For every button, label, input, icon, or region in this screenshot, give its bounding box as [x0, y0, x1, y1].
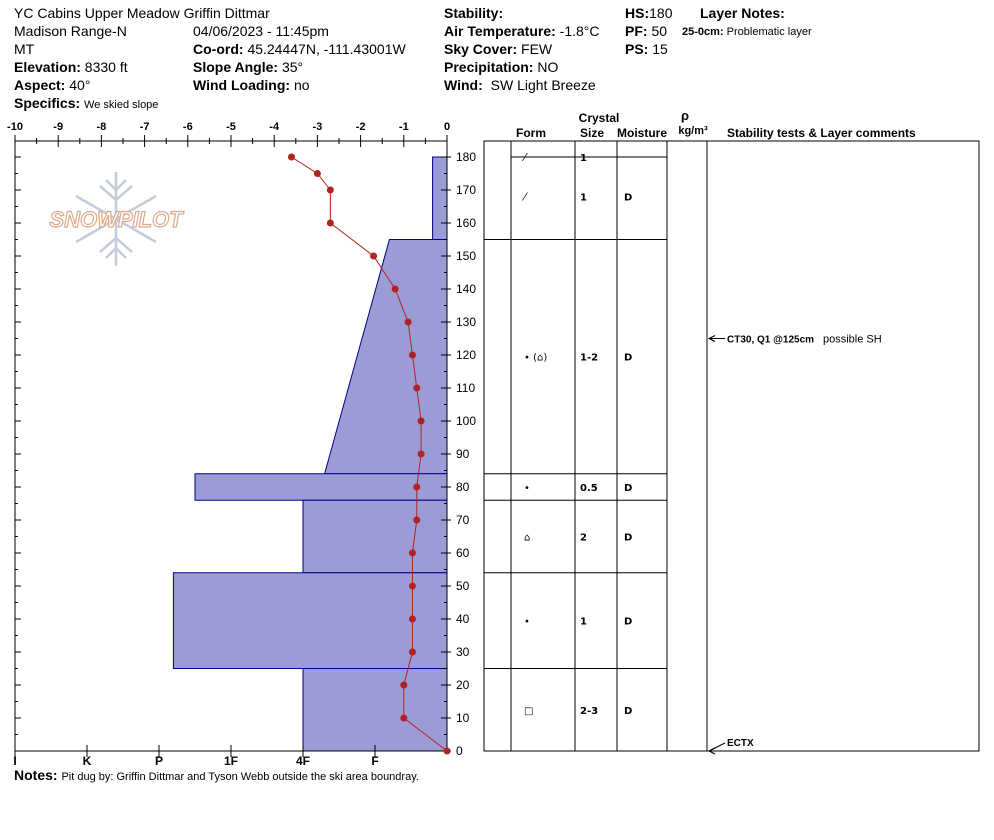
temperature-point: [327, 220, 334, 227]
temperature-point: [413, 484, 420, 491]
hardness-tick-label: P: [154, 754, 164, 768]
site-name: YC Cabins Upper Meadow: [14, 5, 180, 21]
slope-value: 35°: [281, 59, 304, 75]
header-size: Size: [580, 126, 605, 140]
layer-size: 1-2: [580, 352, 599, 364]
datetime: 04/06/2023 - 11:45pm: [193, 23, 329, 39]
temperature-point: [409, 583, 416, 590]
layer-size: 0.5: [580, 483, 598, 494]
layer-size: 1: [580, 153, 587, 164]
notes-label: Notes:: [14, 767, 58, 783]
layer-size: 1: [580, 192, 587, 204]
air-temp-label: Air Temperature:: [444, 23, 556, 39]
hardness-tick-label: F: [371, 754, 379, 768]
height-tick-label: 160: [456, 216, 477, 230]
ps-label: PS:: [625, 41, 649, 57]
elevation-label: Elevation:: [14, 59, 81, 75]
height-tick-label: 30: [456, 645, 470, 659]
height-tick-label: 140: [456, 282, 477, 296]
hardness-layer-2: [195, 474, 447, 500]
temperature-point: [409, 616, 416, 623]
aspect-label: Aspect:: [14, 77, 66, 93]
wind-loading-value: no: [293, 77, 310, 93]
temp-tick-label: -4: [269, 121, 280, 133]
hardness-tick-label: I: [13, 754, 17, 768]
temperature-point: [418, 418, 425, 425]
temp-tick-label: -10: [7, 121, 23, 133]
temp-tick-label: 0: [443, 121, 451, 133]
temp-tick-label: -8: [96, 121, 107, 133]
layer-form: ⁄: [524, 190, 526, 204]
aspect-value: 40°: [69, 77, 91, 93]
precip-label: Precipitation:: [444, 59, 534, 75]
hardness-profile: [173, 157, 447, 751]
header-rho: ρ: [680, 108, 690, 123]
hardness-layer-3: [303, 500, 447, 573]
stability-label: Stability:: [444, 5, 504, 21]
height-tick-label: 90: [456, 447, 470, 461]
temp-tick-label: -5: [226, 121, 236, 133]
header-moisture: Moisture: [617, 126, 668, 140]
temp-tick-label: -3: [312, 121, 323, 133]
temp-tick-label: -6: [182, 121, 193, 133]
hardness-layer-4: [173, 573, 447, 669]
height-tick-label: 80: [456, 480, 470, 494]
temperature-point: [400, 715, 407, 722]
height-tick-label: 60: [456, 546, 470, 560]
temperature-point: [444, 748, 451, 755]
layer-table: [484, 108, 979, 754]
slope-label: Slope Angle:: [193, 59, 279, 75]
temperature-point: [392, 286, 399, 293]
temperature-point: [400, 682, 407, 689]
temperature-point: [370, 253, 377, 260]
height-tick-label: 120: [456, 348, 477, 362]
header-density-unit: kg/m³: [678, 125, 708, 137]
elevation-value: 8330 ft: [84, 59, 128, 75]
layer-size: 2-3: [580, 705, 599, 717]
sky-value: FEW: [521, 41, 553, 57]
header-form: Form: [516, 126, 546, 140]
table-frame: [484, 141, 979, 751]
coord-value: 45.24447N, -111.43001W: [247, 41, 406, 57]
layer-moisture: D: [624, 616, 633, 628]
range-name: Madison Range-N: [14, 23, 127, 39]
hardness-tick-label: 4F: [295, 754, 311, 768]
layer-size: 2: [580, 532, 587, 544]
height-tick-label: 70: [456, 513, 470, 527]
layer-note-range: 25-0cm:: [682, 26, 724, 38]
header-stability-comments: Stability tests & Layer comments: [727, 126, 916, 140]
temperature-point: [288, 154, 295, 161]
temperature-point: [413, 517, 420, 524]
layer-moisture: D: [624, 192, 633, 204]
layer-form: •: [524, 616, 530, 628]
wind-loading-label: Wind Loading:: [193, 77, 291, 93]
temperature-point: [409, 352, 416, 359]
stability-test-result: ECTX: [727, 738, 754, 749]
temp-tick-label: -7: [139, 121, 150, 133]
height-tick-label: 110: [456, 381, 476, 395]
coord-label: Co-ord:: [193, 41, 244, 57]
wind-label: Wind:: [444, 77, 483, 93]
hardness-layer-5: [303, 669, 447, 752]
height-tick-label: 100: [456, 414, 477, 428]
height-tick-label: 130: [456, 315, 477, 329]
layer-moisture: D: [624, 532, 633, 544]
height-tick-label: 50: [456, 579, 470, 593]
stability-test-comment: possible SH: [823, 333, 882, 346]
height-tick-label: 180: [456, 150, 477, 164]
layer-note-text: Problematic layer: [726, 26, 812, 38]
layer-size: 1: [580, 616, 587, 628]
hs-value: 180: [649, 5, 673, 21]
snowpilot-logo: [49, 172, 184, 266]
temperature-point: [413, 385, 420, 392]
pf-label: PF:: [625, 23, 648, 39]
layer-form: ⌂: [524, 532, 531, 544]
height-tick-label: 40: [456, 612, 470, 626]
temperature-point: [327, 187, 334, 194]
notes-text: Pit dug by: Griffin Dittmar and Tyson Webb outside the ski area boundray.: [61, 771, 419, 783]
temp-tick-label: -1: [398, 121, 409, 133]
hardness-tick-label: 1F: [223, 754, 239, 768]
wind-value: SW Light Breeze: [490, 77, 596, 93]
layer-form: □: [524, 705, 534, 717]
specifics-label: Specifics:: [14, 95, 81, 111]
hardness-tick-label: K: [82, 754, 92, 768]
specifics-value: We skied slope: [84, 99, 159, 111]
layer-form: • (⌂): [524, 352, 548, 364]
temperature-point: [409, 550, 416, 557]
hs-label: HS:: [625, 5, 650, 21]
height-tick-label: 170: [456, 183, 477, 197]
stability-test-result: CT30, Q1 @125cm: [727, 334, 815, 346]
air-temp-value: -1.8°C: [559, 23, 600, 39]
header-crystal: Crystal: [578, 111, 620, 125]
sky-label: Sky Cover:: [444, 41, 518, 57]
layer-moisture: D: [624, 705, 633, 717]
logo-text: SNOWPILOT: [49, 207, 183, 232]
layer-moisture: D: [624, 352, 633, 364]
temperature-point: [405, 319, 412, 326]
temp-tick-label: -9: [53, 121, 64, 133]
state: MT: [14, 41, 35, 57]
temperature-point: [314, 170, 321, 177]
pf-value: 50: [651, 23, 668, 39]
height-tick-label: 20: [456, 678, 470, 692]
layer-notes-label: Layer Notes:: [700, 5, 785, 21]
height-tick-label: 10: [456, 711, 470, 725]
temp-tick-label: -2: [355, 121, 366, 133]
ps-value: 15: [652, 41, 668, 57]
precip-value: NO: [537, 59, 559, 75]
layer-form: •: [524, 483, 530, 494]
layer-moisture: D: [624, 483, 633, 494]
temperature-point: [418, 451, 425, 458]
temperature-point: [409, 649, 416, 656]
hardness-layer-0: [433, 157, 447, 240]
height-tick-label: 150: [456, 249, 477, 263]
observer-name: Griffin Dittmar: [183, 5, 270, 21]
height-tick-label: 0: [456, 744, 463, 758]
